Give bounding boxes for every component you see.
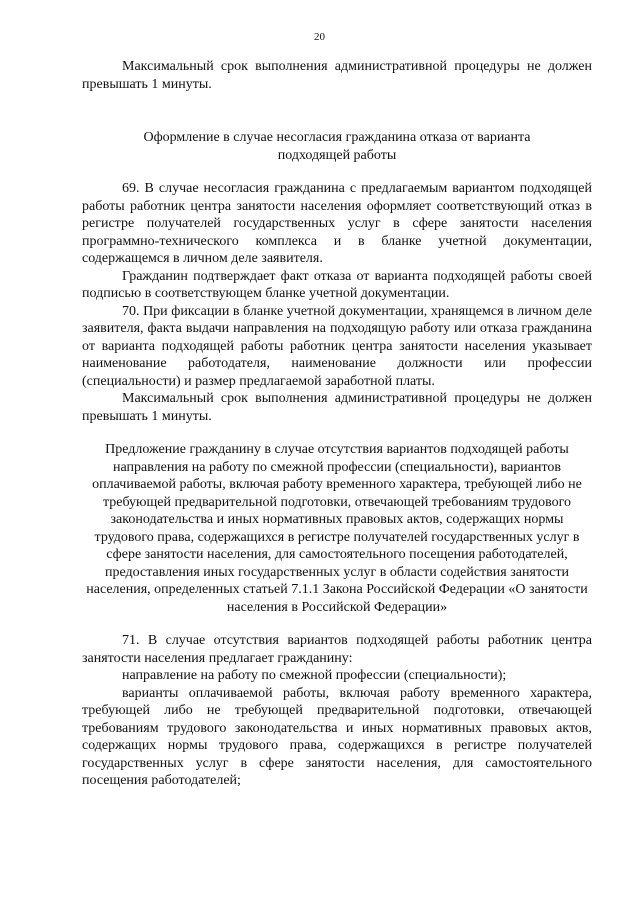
paragraph-69: 69. В случае несогласия гражданина с предлагаемым вариантом подходящей работы работник центра занятости населения оформляет соответствующий отказ в регистре получателей государственных услуг в сфере занятости населения программно-технического комплекса и в бланке учетной документации, содержащемся в личном деле заявителя.	[82, 181, 592, 266]
paragraph-69-signature: Гражданин подтверждает факт отказа от варианта подходящей работы своей подписью в соответствующем бланке учетной документации.	[82, 268, 592, 301]
page-number: 20	[314, 31, 325, 43]
section-heading-refusal: Оформление в случае несогласия гражданина отказа от варианта подходящей работы	[143, 130, 531, 163]
paragraph-71-item-paid-work: варианты оплачиваемой работы, включая работу временного характера, требующей либо не требующей предварительной подготовки, отвечающей требованиям трудового законодательства и иных нормативных правовых актов, содержащих нормы трудового права, содержащихся в регистре получателей государственных услуг в сфере занятости населения, для самостоятельного посещения работодателей;	[82, 685, 592, 788]
paragraph-max-term-1: Максимальный срок выполнения административной процедуры не должен превышать 1 минуты.	[82, 59, 592, 92]
section-heading-alternatives: Предложение гражданину в случае отсутствия вариантов подходящей работы направления на работу по смежной профессии (специальности), вариантов оплачиваемой работы, включая работу временного характера, требующей либо не требующей предварительной подготовки, отвечающей требованиям трудового законодательства и иных нормативных правовых актов, содержащих нормы трудового права, содержащихся в регистре получателей государственных услуг в сфере занятости населения, для самостоятельного посещения работодателей, предоставления иных государственных услуг в области содействия занятости населения, определенных статьей 7.1.1 Закона Российской Федерации «О занятости населения в Российской Федерации»	[86, 442, 588, 615]
paragraph-71: 71. В случае отсутствия вариантов подходящей работы работник центра занятости населения предлагает гражданину:	[82, 633, 592, 666]
document-body	[82, 58, 592, 790]
paragraph-70: 70. При фиксации в бланке учетной документации, хранящемся в личном деле заявителя, факта выдачи направления на подходящую работу или отказа гражданина от варианта подходящей работы работник центра занятости населения указывает наименование работодателя, наименование должности или профессии (специальности) и размер предлагаемой заработной платы.	[82, 303, 592, 389]
paragraph-71-item-related-profession: направление на работу по смежной профессии (специальности);	[122, 668, 507, 683]
paragraph-max-term-2: Максимальный срок выполнения административной процедуры не должен превышать 1 минуты.	[82, 391, 592, 424]
